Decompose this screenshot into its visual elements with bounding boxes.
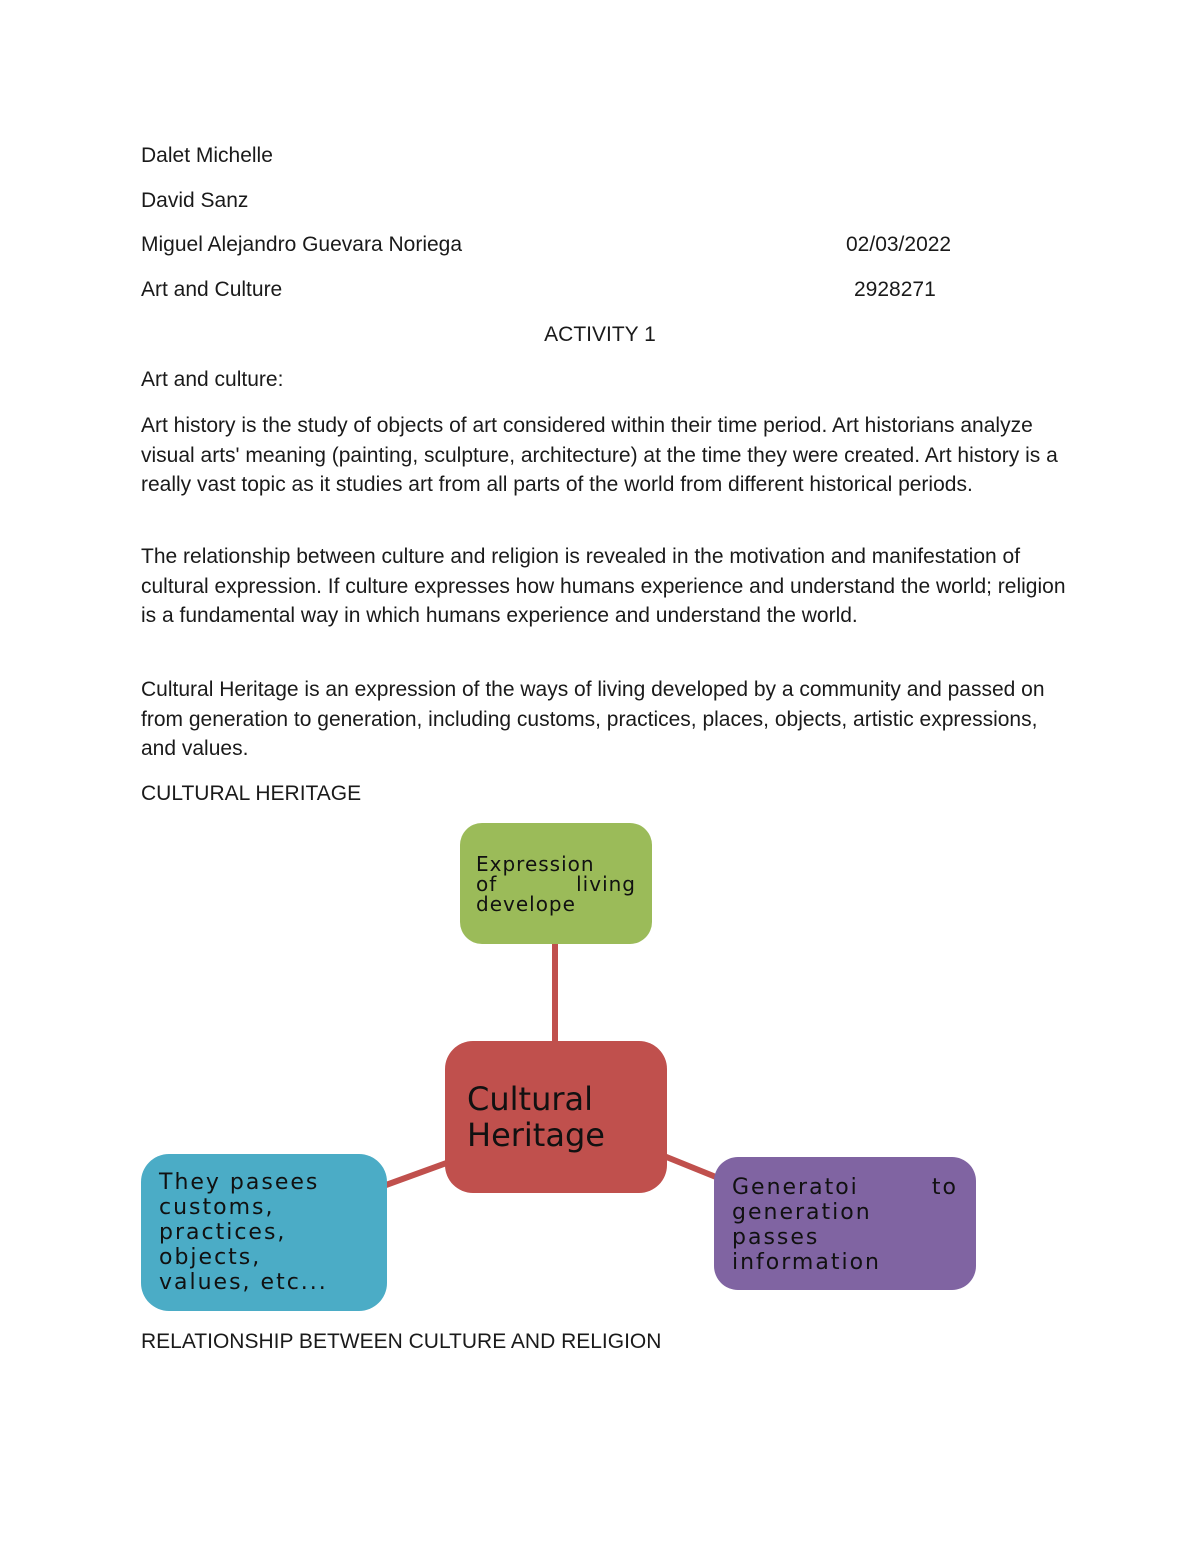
- connector-right: [663, 1153, 719, 1180]
- author-name-3: Miguel Alejandro Guevara Noriega: [141, 233, 463, 256]
- node-left-line-3: practices,: [159, 1220, 287, 1245]
- author-name-1: Dalet Michelle: [141, 144, 273, 167]
- document-date: 02/03/2022: [846, 233, 952, 256]
- section-label: Art and culture:: [141, 368, 284, 391]
- node-top-line-3: develope: [476, 892, 576, 916]
- author-name-2: David Sanz: [141, 189, 249, 212]
- course-code: 2928271: [854, 278, 936, 301]
- node-cultural-heritage: [445, 1041, 667, 1193]
- connector-left: [385, 1160, 449, 1188]
- node-center-line-2: Heritage: [467, 1116, 605, 1154]
- connector-top: [552, 944, 558, 1044]
- course-name: Art and Culture: [141, 278, 283, 301]
- node-customs-practices: [141, 1154, 387, 1311]
- paragraph-culture-religion: The relationship between culture and religion is revealed in the motivation and manifestation of cultural expression. If culture expresses how humans experience and understand the world; religion is a fundamental way in which humans experience and understand the world.: [141, 545, 1066, 628]
- node-right-line-2: generation: [732, 1200, 872, 1225]
- node-left-line-1: They pasees: [159, 1170, 320, 1195]
- node-left-line-5: values, etc...: [159, 1270, 328, 1295]
- node-right-line-3: passes: [732, 1225, 820, 1250]
- node-top-line-1: Expression: [476, 852, 595, 876]
- node-center-line-1: Cultural: [467, 1080, 593, 1118]
- node-right-line-4: information: [732, 1250, 881, 1275]
- node-left-line-2: customs,: [159, 1195, 275, 1220]
- paragraph-cultural-heritage: Cultural Heritage is an expression of the ways of living developed by a community and passed on from generation to generation, including customs, practices, places, objects, artistic expressions, and values.: [141, 678, 1045, 761]
- diagram-heading: CULTURAL HERITAGE: [141, 782, 362, 805]
- node-left-line-4: objects,: [159, 1245, 262, 1270]
- node-right-line-1: Generatoi to: [732, 1175, 958, 1200]
- node-expression-of-living: [460, 823, 652, 944]
- bottom-heading: RELATIONSHIP BETWEEN CULTURE AND RELIGION: [141, 1330, 662, 1353]
- node-top-line-2: of living: [476, 872, 636, 896]
- document-title: ACTIVITY 1: [544, 323, 656, 346]
- node-generation-to-generation: [714, 1157, 976, 1290]
- paragraph-art-history: Art history is the study of objects of art considered within their time period. Art historians analyze visual arts' meaning (painting, sculpture, architecture) at the time they were created. Art history is a really vast topic as it studies art from all parts of the world from different historical periods.: [141, 414, 1058, 497]
